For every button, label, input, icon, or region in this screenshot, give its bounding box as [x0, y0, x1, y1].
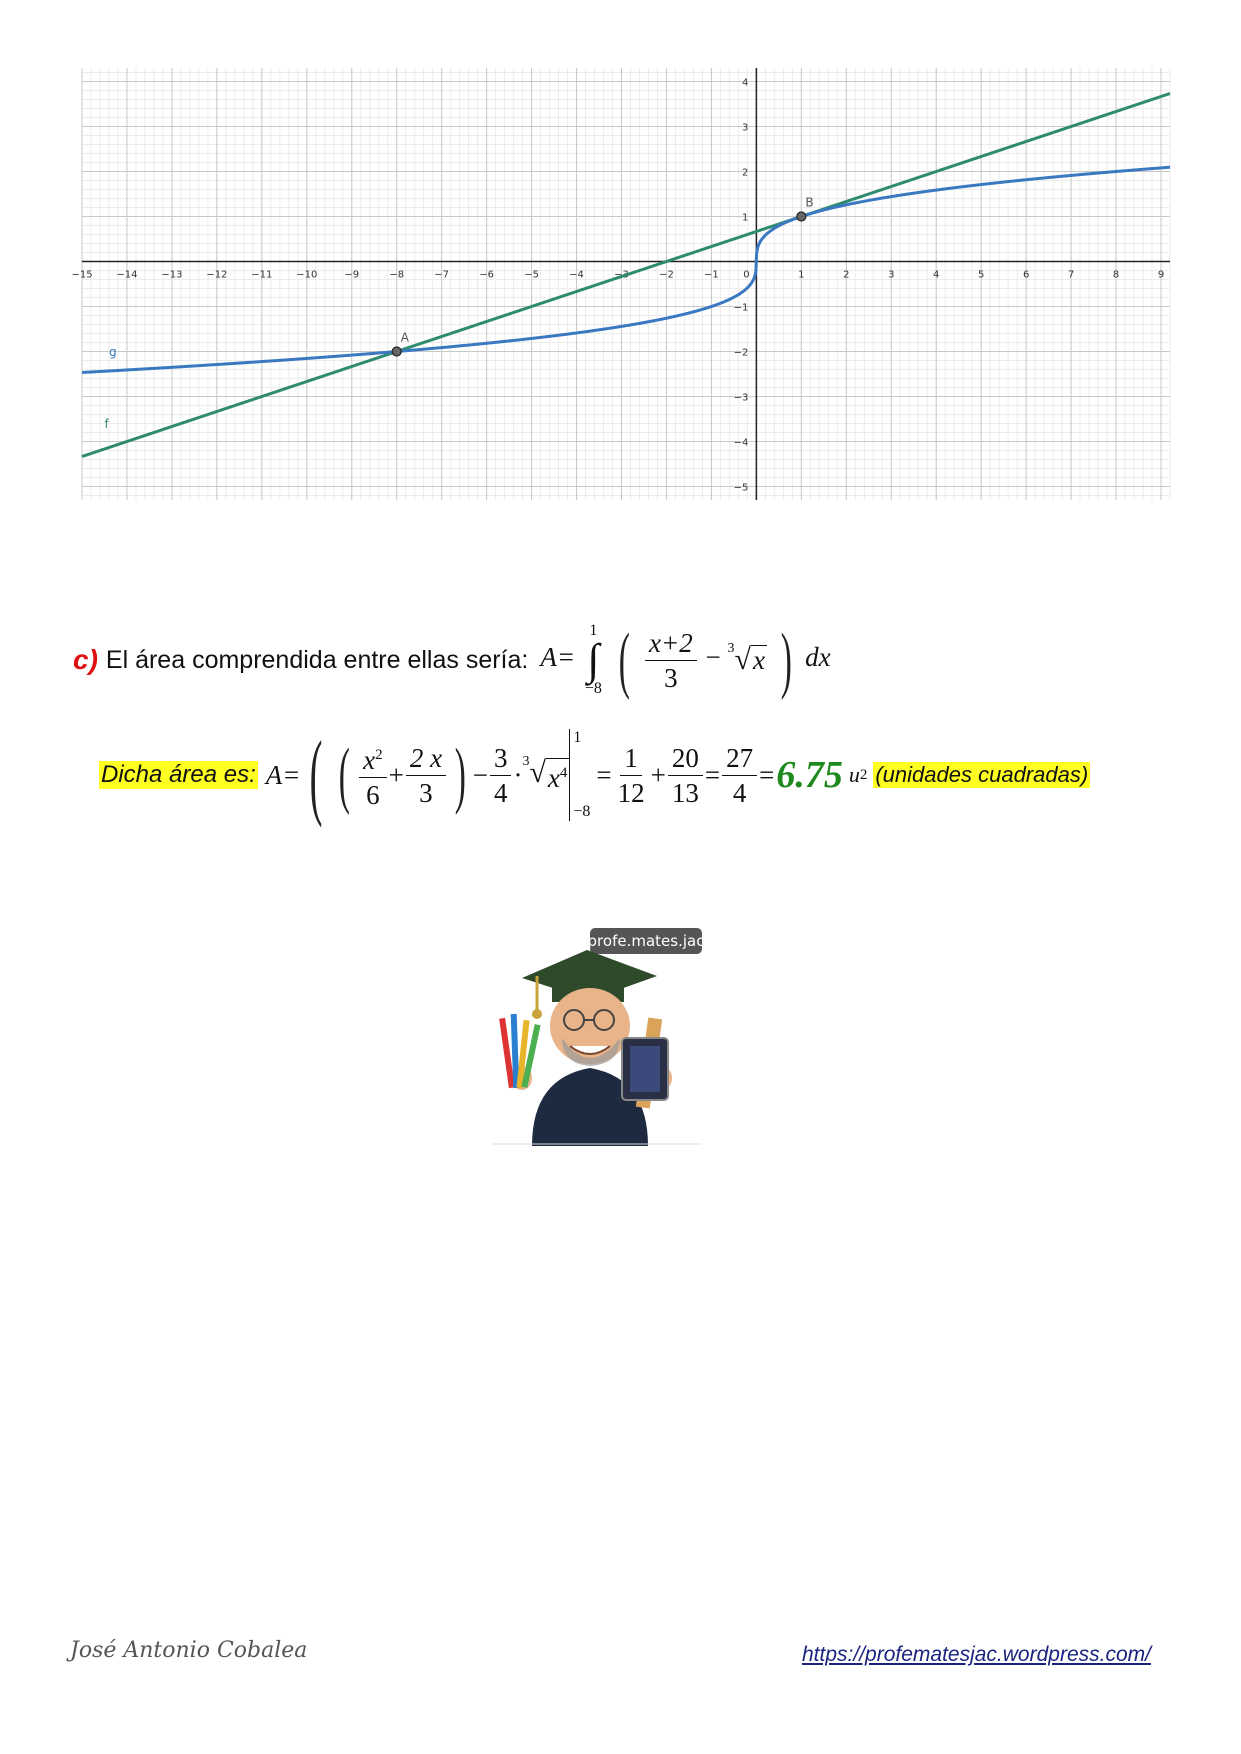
- equals-1: =: [596, 759, 612, 790]
- eval-upper: 1: [573, 729, 582, 746]
- cube-root: [522, 754, 569, 793]
- section-c-text: El área comprendida entre ellas sería:: [105, 645, 529, 674]
- r3-den: 4: [732, 777, 747, 808]
- point-B-label: B: [805, 195, 814, 210]
- evaluation-bar: [569, 729, 590, 821]
- x-tick-label: −8: [389, 269, 405, 281]
- fraction: [645, 626, 697, 695]
- footer-author: José Antonio Cobalea: [70, 1638, 308, 1663]
- result2-fraction: [668, 741, 703, 810]
- section-c: [73, 615, 831, 705]
- axes: [82, 68, 1170, 500]
- result1-fraction: [614, 741, 649, 810]
- r1-den: 12: [617, 777, 645, 808]
- pencils-icon: [499, 1014, 540, 1088]
- differential: dx: [805, 642, 831, 673]
- dot-operator: ·: [513, 759, 523, 790]
- integral-formula: [540, 619, 831, 701]
- result3-fraction: [722, 741, 757, 810]
- answer-label: Dicha área es:: [101, 761, 256, 788]
- x-tick-label: 1: [798, 269, 805, 281]
- y-tick-label: −1: [733, 302, 749, 314]
- root-index: 3: [727, 641, 735, 656]
- y-tick-label: 3: [742, 122, 749, 134]
- unit-exp: 2: [859, 766, 868, 783]
- unit-note: (unidades cuadradas): [875, 762, 1089, 787]
- integral-sign: [585, 622, 602, 698]
- fraction-denominator: 3: [664, 662, 678, 693]
- x-tick-label: −2: [659, 269, 674, 281]
- term3-den: 4: [493, 777, 508, 808]
- x-tick-label: −12: [206, 269, 228, 281]
- term2-den: 3: [419, 777, 433, 808]
- grid-minor: [82, 68, 1170, 500]
- series-f-line: [82, 94, 1170, 457]
- fraction-numerator: x+2: [645, 626, 697, 661]
- cube-root: [727, 641, 766, 676]
- series-f-label: f: [104, 417, 109, 431]
- x-tick-label: 9: [1157, 269, 1165, 281]
- inner-right-paren: ): [454, 734, 466, 816]
- x-tick-label: 7: [1067, 269, 1075, 281]
- x-tick-label: 6: [1022, 269, 1030, 281]
- point-A-label: A: [400, 330, 409, 345]
- x-tick-label: −11: [251, 269, 273, 281]
- term1-num: x: [363, 745, 376, 775]
- y-tick-label: 4: [742, 77, 749, 89]
- x-tick-label: 5: [977, 269, 985, 281]
- x-tick-label: −14: [116, 269, 138, 281]
- term1-den: 6: [366, 780, 380, 810]
- y-tick-label: −5: [733, 482, 749, 494]
- answer-lhs: A=: [265, 759, 301, 790]
- y-tick-label: −4: [733, 437, 749, 449]
- answer-formula: [265, 721, 1090, 828]
- x-tick-label: −3: [614, 269, 629, 281]
- x-tick-label: 2: [843, 269, 850, 281]
- footer-link[interactable]: https://profematesjac.wordpress.com/: [802, 1643, 1151, 1666]
- root-argument: x: [547, 763, 560, 793]
- integral-lower: −8: [584, 680, 602, 697]
- term3-fraction: [490, 741, 512, 810]
- x-tick-label: −7: [434, 269, 450, 281]
- grid-major: [82, 68, 1170, 500]
- x-tick-label: −10: [296, 269, 318, 281]
- term1-exp: 2: [375, 747, 383, 763]
- outer-left-paren: (: [310, 721, 323, 828]
- logo-badge-text: profe.mates.jac: [587, 932, 705, 950]
- y-tick-label: −2: [733, 347, 749, 359]
- integral-upper: 1: [589, 622, 598, 639]
- section-answer: [99, 720, 1090, 830]
- minus-sign: −: [705, 642, 721, 673]
- radical-sign: √: [529, 756, 546, 789]
- point-A: [392, 347, 401, 356]
- point-B: [797, 212, 806, 221]
- inner-left-paren: (: [339, 734, 351, 816]
- y-tick-label: −3: [733, 392, 749, 404]
- x-tick-label: −5: [524, 269, 539, 281]
- right-paren: ): [780, 619, 792, 701]
- integral-symbol: ∫: [587, 635, 600, 684]
- term3-num: 3: [490, 741, 512, 776]
- unit: u: [848, 762, 860, 787]
- avatar-logo: [492, 928, 712, 1146]
- formula-lhs: A=: [540, 642, 576, 673]
- term1-fraction: [359, 738, 386, 812]
- x-tick-label: −13: [161, 269, 183, 281]
- r1-num: 1: [620, 741, 642, 776]
- x-tick-label: −6: [479, 269, 495, 281]
- section-c-label: c): [73, 644, 98, 675]
- root-argument: x: [752, 645, 765, 675]
- plus-sign-2: +: [650, 759, 666, 790]
- minus-sign: −: [472, 759, 488, 790]
- function-graph: [71, 68, 1170, 500]
- plus-sign: +: [388, 759, 404, 790]
- term2-fraction: [406, 741, 446, 810]
- equals-3: =: [759, 759, 775, 790]
- x-tick-label: −9: [344, 269, 360, 281]
- x-tick-label: −4: [569, 269, 584, 281]
- y-tick-label: 1: [742, 212, 749, 224]
- x-tick-label: −15: [71, 269, 93, 281]
- r2-den: 13: [671, 777, 699, 808]
- left-paren: (: [618, 619, 630, 701]
- series-g-label: g: [108, 345, 117, 359]
- r2-num: 20: [668, 741, 703, 776]
- final-result: 6.75: [776, 754, 843, 796]
- x-tick-label: −1: [704, 269, 719, 281]
- x-tick-label: 3: [888, 269, 895, 281]
- term2-num: 2 x: [406, 741, 446, 776]
- root-exp: 4: [559, 765, 568, 781]
- curves: [82, 94, 1170, 457]
- x-tick-label: 0: [743, 269, 750, 281]
- r3-num: 27: [722, 741, 757, 776]
- radical-sign: √: [734, 643, 751, 676]
- equals-2: =: [704, 759, 721, 790]
- x-tick-label: 8: [1112, 269, 1120, 281]
- eval-lower: −8: [573, 803, 591, 820]
- y-tick-label: 2: [742, 167, 749, 179]
- x-tick-label: 4: [933, 269, 940, 281]
- root-index: 3: [522, 754, 530, 769]
